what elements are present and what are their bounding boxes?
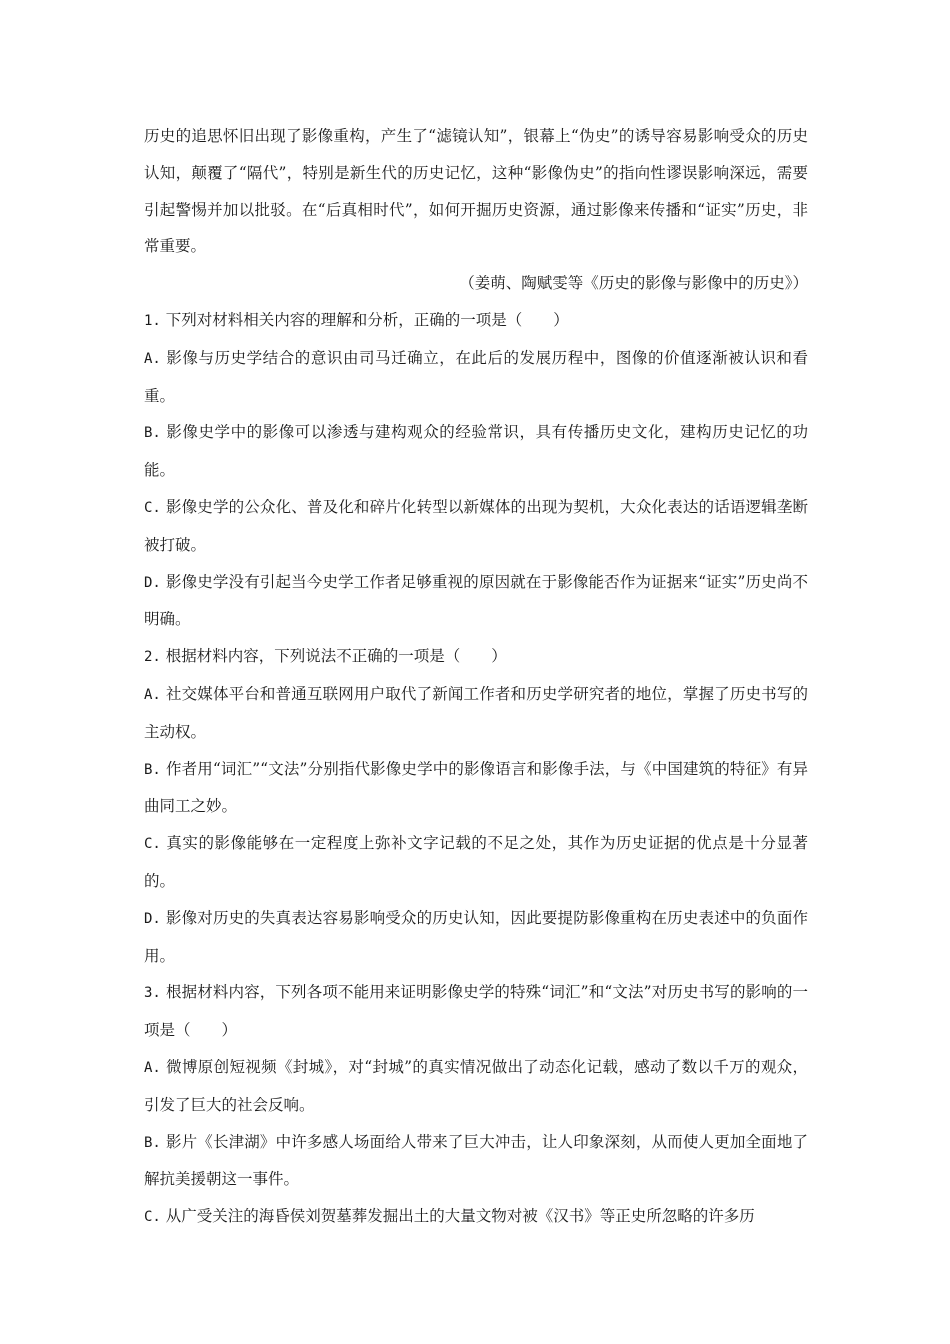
option-c xyxy=(144,1198,808,1236)
option-a xyxy=(144,1049,808,1124)
question-stem xyxy=(144,638,808,676)
option-text: 影像与历史学结合的意识由司马迁确立，在此后的发展历程中，图像的价值逐渐被认识和看重。 xyxy=(144,348,808,405)
option-b xyxy=(144,751,808,826)
option-d xyxy=(144,564,808,639)
option-text: 微博原创短视频《封城》，对“封城”的真实情况做出了动态化记载，感动了数以千万的观众，引发了巨大的社会反响。 xyxy=(144,1057,808,1114)
option-c xyxy=(144,489,808,564)
document-page xyxy=(144,118,808,1236)
option-a xyxy=(144,676,808,751)
option-label: B. xyxy=(144,425,161,442)
question-stem-text: 根据材料内容，下列各项不能用来证明影像史学的特殊“词汇”和“文法”对历史书写的影响的一项是（ ） xyxy=(144,983,808,1040)
option-label: A. xyxy=(144,686,161,703)
question-stem-text: 下列对材料相关内容的理解和分析，正确的一项是（ ） xyxy=(165,310,569,329)
option-label: C. xyxy=(144,499,161,516)
option-text: 影像史学中的影像可以渗透与建构观众的经验常识，具有传播历史文化，建构历史记忆的功能。 xyxy=(144,423,808,480)
question-stem-text: 根据材料内容，下列说法不正确的一项是（ ） xyxy=(165,647,507,666)
option-text: 从广受关注的海昏侯刘贺墓葬发掘出土的大量文物对被《汉书》等正史所忽略的许多历 xyxy=(165,1207,755,1226)
option-label: D. xyxy=(144,574,161,591)
option-label: A. xyxy=(144,350,161,367)
option-label: B. xyxy=(144,761,161,778)
question-2 xyxy=(144,638,808,974)
option-label: C. xyxy=(144,1209,161,1226)
option-label: D. xyxy=(144,910,161,927)
question-stem xyxy=(144,302,808,340)
option-text: 影像对历史的失真表达容易影响受众的历史认知，因此要提防影像重构在历史表述中的负面作用。 xyxy=(144,908,808,965)
question-number: 3. xyxy=(144,985,161,1002)
option-text: 影像史学没有引起当今史学工作者足够重视的原因就在于影像能否作为证据来“证实”历史尚不明确。 xyxy=(144,572,808,629)
question-1 xyxy=(144,302,808,638)
question-number: 2. xyxy=(144,649,161,666)
option-text: 影像史学的公众化、普及化和碎片化转型以新媒体的出现为契机，大众化表达的话语逻辑垄断被打破。 xyxy=(144,497,808,554)
option-label: C. xyxy=(144,836,161,853)
question-number: 1. xyxy=(144,312,161,329)
option-b xyxy=(144,414,808,489)
option-text: 社交媒体平台和普通互联网用户取代了新闻工作者和历史学研究者的地位，掌握了历史书写的主动权。 xyxy=(144,684,808,741)
passage-paragraph: 历史的追思怀旧出现了影像重构，产生了“滤镜认知”，银幕上“伪史”的诱导容易影响受众的历史认知，颠覆了“隔代”，特别是新生代的历史记忆，这种“影像伪史”的指向性谬误影响深远，需要引起警惕并加以批驳。在“后真相时代”，如何开掘历史资源，通过影像来传播和“证实”历史，非常重要。 xyxy=(144,127,808,256)
option-text: 真实的影像能够在一定程度上弥补文字记载的不足之处，其作为历史证据的优点是十分显著的。 xyxy=(144,834,808,890)
option-c xyxy=(144,825,808,900)
option-text: 作者用“词汇”“文法”分别指代影像史学中的影像语言和影像手法，与《中国建筑的特征》有异曲同工之妙。 xyxy=(144,759,808,816)
question-stem xyxy=(144,974,808,1049)
passage-source: （姜萌、陶赋雯等《历史的影像与影像中的历史》） xyxy=(459,274,808,293)
option-d xyxy=(144,900,808,975)
question-3 xyxy=(144,974,808,1236)
option-a xyxy=(144,340,808,415)
option-label: A. xyxy=(144,1059,161,1076)
option-b xyxy=(144,1124,808,1199)
option-label: B. xyxy=(144,1134,161,1151)
option-text: 影片《长津湖》中许多感人场面给人带来了巨大冲击，让人印象深刻，从而使人更加全面地了解抗美援朝这一事件。 xyxy=(144,1132,808,1189)
